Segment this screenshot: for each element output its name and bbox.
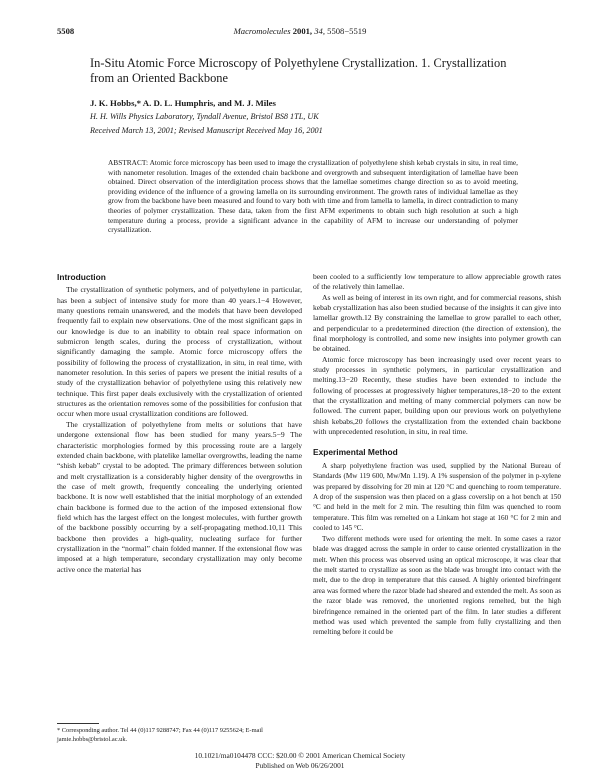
- author-list: J. K. Hobbs,* A. D. L. Humphris, and M. J. Miles: [90, 98, 276, 108]
- corresponding-author-footnote: * Corresponding author. Tel 44 (0)117 9288747; Fax 44 (0)117 9255624; E-mail jamie.hobbs@bristol.ac.uk.: [57, 727, 263, 743]
- left-column: [57, 272, 302, 575]
- right-paragraph-3: Atomic force microscopy has been increasingly used over recent years to study processes in synthetic polymers, in particular crystallization and melting.13−20 Recently, these studies have been extended to include the following of processes at progressively higher temperatures,18−20 to the extent that the crystallization and melting of many commercial polymers can now be followed. The current paper, building upon our previous work on polyethylene shish kebabs,20 follows the crystallization from the extended chain backbone with unprecedented resolution, in situ, in real time.: [313, 354, 561, 437]
- abstract: ABSTRACT: Atomic force microscopy has been used to image the crystallization of polyethylene shish kebab crystals in situ, in real time, with nanometer resolution. Images of the extended chain backbone and overgrowth and subsequent interdigitation of lamellae have been obtained. Direct observation of the interdigitation process shows that the lamellae sometimes change direction so as to avoid meeting, providing evidence of the influence of a growing lamella on its surrounding environment. The growth rates of individual lamellae as they grow from the backbone have been measured and found to vary both with time and from lamella to lamella, in direct contradiction to many theories of polymer crystallization. These data, taken from the first AFM experiments to obtain such high resolution at such a high temperature during a process, provide a significant advance in the capability of AFM to increase our understanding of polymer crystallization.: [108, 158, 518, 235]
- intro-paragraph-2: The crystallization of polyethylene from melts or solutions that have undergone extensional flow has been studied for many years.5−9 The characteristic morphologies formed by this processing route are a largely extended chain backbone, with platelike lamellar overgrowths, leading the name “shish kebab” crystal to be adopted. The primary differences between solution and melt crystallization is a considerably higher density of the overgrowths in the case of melt growth, frequently concealing the underlying oriented backbone. It is now well established that the initial morphology of an extended chain backbone is formed due to the action of the imposed extensional flow field which has the largest effect on the longest molecules, with further growth of the backbone possibly occurring by a self-propagating method.10,11 This backbone then provides a high-quality, nucleating surface for further crystallization in the “normal” chain folded manner. If the extensional flow was imposed at a high temperature, secondary crystallization may only become active once the material has: [57, 419, 302, 574]
- page-number: 5508: [57, 26, 75, 36]
- journal-pages: 5508−5519: [327, 26, 367, 36]
- right-paragraph-2: As well as being of interest in its own right, and for commercial reasons, shish kebab crystallization has also been studied because of the insights it can give into lamellar growth.12 By constraining the lamellae to grow parallel to each other, and perpendicular to a predetermined direction (the direction of extension), the final morphology is controlled, and some new insights into polymer growth can be obtained.: [313, 292, 561, 354]
- journal-volume: 34,: [314, 26, 325, 36]
- doi-copyright-line: 10.1021/ma0104478 CCC: $20.00 © 2001 American Chemical Society: [194, 751, 406, 760]
- section-heading-experimental: Experimental Method: [313, 446, 398, 457]
- footnote-rule: [57, 723, 99, 724]
- journal-name: Macromolecules: [233, 26, 291, 36]
- received-dates: Received March 13, 2001; Revised Manuscript Received May 16, 2001: [90, 126, 323, 135]
- experimental-paragraph-1: A sharp polyethylene fraction was used, supplied by the National Bureau of Standards (Mw 119 600, Mw/Mn 1.19). A 1% suspension of the polymer in p-xylene was prepared by dissolving for 20 min at 120 °C and quenching to room temperature. A drop of the suspension was then placed on a glass coverslip on a hot bench at 150 °C and held in the melt for 2 min. The resulting thin film was quenched to room temperature. This film was remelted on a Linkam hot stage at 160 °C for 2 min and cooled to 145 °C.: [313, 461, 561, 533]
- experimental-text: [313, 461, 561, 638]
- journal-citation: [0, 26, 600, 36]
- right-paragraph-1: been cooled to a sufficiently low temperature to allow appreciable growth rates of the relatively thin lamellae.: [313, 272, 561, 292]
- journal-year: 2001,: [292, 26, 313, 36]
- experimental-paragraph-2: Two different methods were used for orienting the melt. In some cases a razor blade was dragged across the sample in order to cause oriented crystallization in the melt. When this process was observed using an optical microscope, it was clear that the melt started to crystallize as soon as the blade was brought into contact with the melt, due to the drop in temperature that this caused. A highly oriented birefringent area was formed where the razor blade had sheared and extended the melt. As soon as the razor blade was removed, the unoriented regions remelted, but the high birefringence remained in the oriented part of the film. In later studies a different method was used which prevented the sample from fully crystallizing and then remelting before it could be: [313, 534, 561, 637]
- right-column: [313, 272, 561, 638]
- intro-paragraph-1: The crystallization of synthetic polymers, and of polyethylene in particular, has been a subject of intensive study for more than 40 years.1−4 However, many questions remain unanswered, and the models that have been developed frequently fail to explain new observations. One of the most significant gaps in our knowledge is due to an inability to obtain real space information on submicron length scales, during the process of crystallization, without significantly damaging the sample. Atomic force microscopy offers the possibility of following the process of crystallization, in situ, in real time, with nanometer resolution. In this series of papers we present the initial results of a study of the crystallization behavior of polyethylene using this relatively new technique. This first paper deals exclusively with the crystallization of oriented structures as the orientation removes some of the possibilities for confusion that occur when more usual crystallization conditions are followed.: [57, 285, 302, 419]
- affiliation: H. H. Wills Physics Laboratory, Tyndall Avenue, Bristol BS8 1TL, UK: [90, 112, 319, 121]
- section-heading-introduction: Introduction: [57, 272, 106, 282]
- publication-date-line: Published on Web 06/26/2001: [255, 761, 345, 770]
- article-title: In-Situ Atomic Force Microscopy of Polyethylene Crystallization. 1. Crystallization from an Oriented Backbone: [90, 56, 507, 85]
